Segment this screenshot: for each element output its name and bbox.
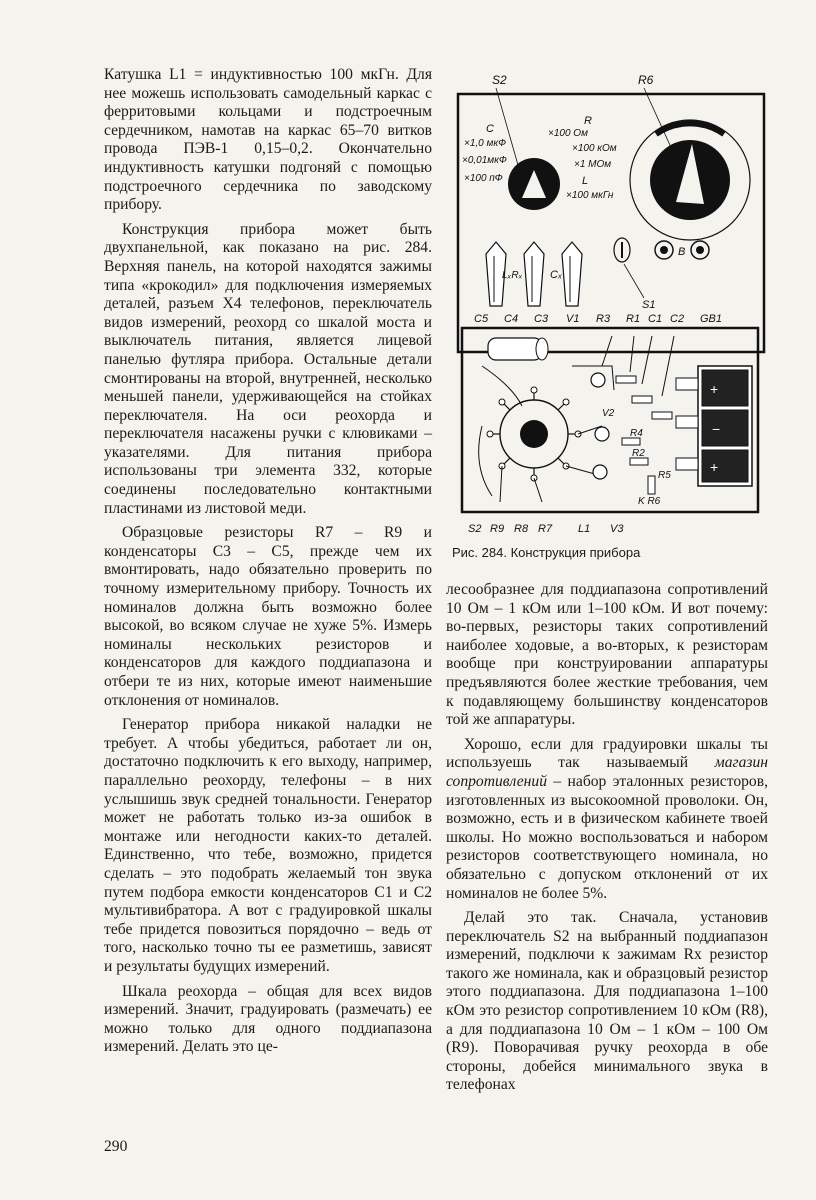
svg-text:R4: R4 [630, 428, 643, 439]
svg-text:×0,01мкФ: ×0,01мкФ [462, 155, 507, 166]
svg-text:−: − [712, 421, 721, 437]
paragraph: Делай это так. Сначала, установив переключатель S2 на выбранный поддиапазон измерений, подключи к зажимам Rx резистор такого же номинала, как и образцовый резистор этого поддиапазона. Для поддиапазона 1–100 кОм это резистор сопротивлением 10 кОм (R8), а для поддиапазона 10 Ом – 1 кОм – 100 Ом (R9). Поворачивая ручку реохорда в обе стороны, добейся минимального звука в телефонах [446, 909, 768, 1094]
svg-text:+: + [710, 459, 719, 475]
paragraph: Генератор прибора никакой наладки не требует. А чтобы убедиться, работает ли он, достаточно подключить к его выходу, например, параллельно реохорду, телефоны – в них услышишь звук средней тональности. Генератор может не работать только из-за ошибок в монтаже или негодности каких-то деталей. Единственно, что тебе, возможно, придется сделать – это подобрать желаемый тон звука путем подбора емкости конденсаторов С1 и С2 мультивибратора. А вот с градуировкой шкалы тебе придется повозиться порядочно – ведь от того, насколько точно ты ее разметишь, зависят и результаты будущих измерений. [104, 716, 432, 975]
paragraph: Конструкция прибора может быть двухпанельной, как показано на рис. 284. Верхняя панель, на которой находятся зажимы типа «крокодил» для подключения измеряемых деталей, разъем Х4 телефонов, переключатель видов измерений, реохорд со шкалой моста и выключатель питания, является лицевой панелью футляра прибора. Остальные детали смонтированы на второй, внутренней, несколько меньшей панели, удерживающейся на стойках переключателя. На оси реохорда и переключателя насажены ручки с клювиками – указателями. Для питания прибора использованы три элемента 332, которые соединены последовательно контактными пластинами из листовой меди. [104, 220, 432, 517]
label-b: B [678, 246, 686, 258]
transistor-v3 [593, 465, 607, 479]
label-lxrx: LₓRₓ [502, 270, 523, 281]
svg-text:C1: C1 [648, 313, 663, 325]
resistor-r3 [616, 376, 636, 383]
page-number: 290 [104, 1138, 128, 1155]
figure-284 [452, 66, 770, 542]
svg-text:×100 пФ: ×100 пФ [464, 173, 503, 184]
svg-text:V3: V3 [610, 523, 624, 535]
paragraph: Хорошо, если для градуировки шкалы ты используешь так называемый магазин сопротивлений – набор эталонных резисторов, изготовленных из высокоомной проволоки. Он, возможно, есть и в физическом кабинете твоей школы. Но можно воспользоваться и набором резисторов соответствующего номинала, но обязательно с допуском отклонений от их номиналов не более 5%. [446, 735, 768, 902]
paragraph: Образцовые резисторы R7 – R9 и конденсаторы С3 – С5, прежде чем их вмонтировать, надо обязательно проверить по точному измерительному прибору. Точность их номиналов должна быть возможно более высокой, во всяком случае не хуже 5%. Измерь номиналы нескольких резисторов и конденсаторов для каждого поддиапазона и отбери те из них, которые имеют наименьшие отклонения от номиналов. [104, 524, 432, 709]
svg-text:R2: R2 [632, 448, 645, 459]
svg-text:C: C [486, 123, 494, 135]
svg-text:R: R [584, 115, 592, 127]
label-r6-top: R6 [638, 73, 654, 87]
transistor-v1 [591, 373, 605, 387]
svg-text:V2: V2 [602, 408, 615, 419]
paragraph: Шкала реохорда – общая для всех видов измерений. Значит, градуировать (размечать) ее можно только для одного поддиапазона измерений. Делать это це- [104, 982, 432, 1056]
resistor-c1 [652, 412, 672, 419]
label-cx: Cₓ [550, 269, 563, 281]
resistor-r5 [648, 476, 655, 494]
svg-text:GB1: GB1 [700, 313, 723, 325]
svg-text:R1: R1 [626, 313, 641, 325]
resistor-r1 [632, 396, 652, 403]
bottom-top-labels [474, 313, 722, 325]
label-s2-top: S2 [492, 73, 507, 87]
svg-text:C5: C5 [474, 313, 489, 325]
svg-text:C3: C3 [534, 313, 549, 325]
svg-text:K R6: K R6 [638, 496, 661, 507]
svg-text:V1: V1 [566, 313, 580, 325]
svg-text:+: + [710, 381, 719, 397]
svg-text:R9: R9 [490, 523, 505, 535]
svg-text:×1 МОм: ×1 МОм [574, 159, 612, 170]
paragraph: Катушка L1 = индуктивностью 100 мкГн. Для нее можешь использовать самодельный каркас с ферритовыми кольцами и подстроечным сердечником, намотав на каркас 65–70 витков провода ПЭВ-1 0,15–0,2. Окончательно индуктивность катушки подгоняй с помощью подстроечного сердечника по заводскому прибору. [104, 66, 432, 214]
svg-text:L: L [582, 175, 589, 187]
svg-text:C2: C2 [670, 313, 685, 325]
device-construction-drawing [452, 66, 770, 542]
svg-text:R5: R5 [658, 470, 671, 481]
svg-text:C4: C4 [504, 313, 519, 325]
figure-caption: Рис. 284. Конструкция прибора [452, 545, 641, 560]
bottom-labels [468, 523, 624, 535]
svg-text:R7: R7 [538, 523, 553, 535]
right-column [446, 581, 768, 1095]
label-s1: S1 [642, 299, 656, 311]
resistor-r2 [630, 458, 648, 465]
svg-text:×100 кОм: ×100 кОм [572, 143, 617, 154]
left-column [104, 66, 432, 1057]
emphasis-term: магазин сопротивлений [446, 754, 768, 790]
paragraph: лесообразнее для поддиапазона сопротивлений 10 Ом – 1 кОм или 1–100 кОм. И вот почему: во-первых, резисторы таких сопротивлений наиболее ходовые, а во-вторых, к резисторам вообще при конструировании аппаратуры предъявляются более жесткие требования, чем к подавляющему большинству конденсаторов той же аппаратуры. [446, 581, 768, 729]
resistor-r4 [622, 438, 640, 445]
clamp-group [486, 242, 582, 306]
svg-text:S2: S2 [468, 523, 482, 535]
svg-text:R8: R8 [514, 523, 529, 535]
svg-text:R3: R3 [596, 313, 611, 325]
svg-text:×100 Ом: ×100 Ом [548, 128, 588, 139]
transistor-v2 [595, 427, 609, 441]
svg-text:L1: L1 [578, 523, 591, 535]
svg-text:×1,0 мкФ: ×1,0 мкФ [464, 138, 507, 149]
svg-text:×100 мкГн: ×100 мкГн [566, 190, 614, 201]
capacitor-c5 [488, 338, 542, 360]
